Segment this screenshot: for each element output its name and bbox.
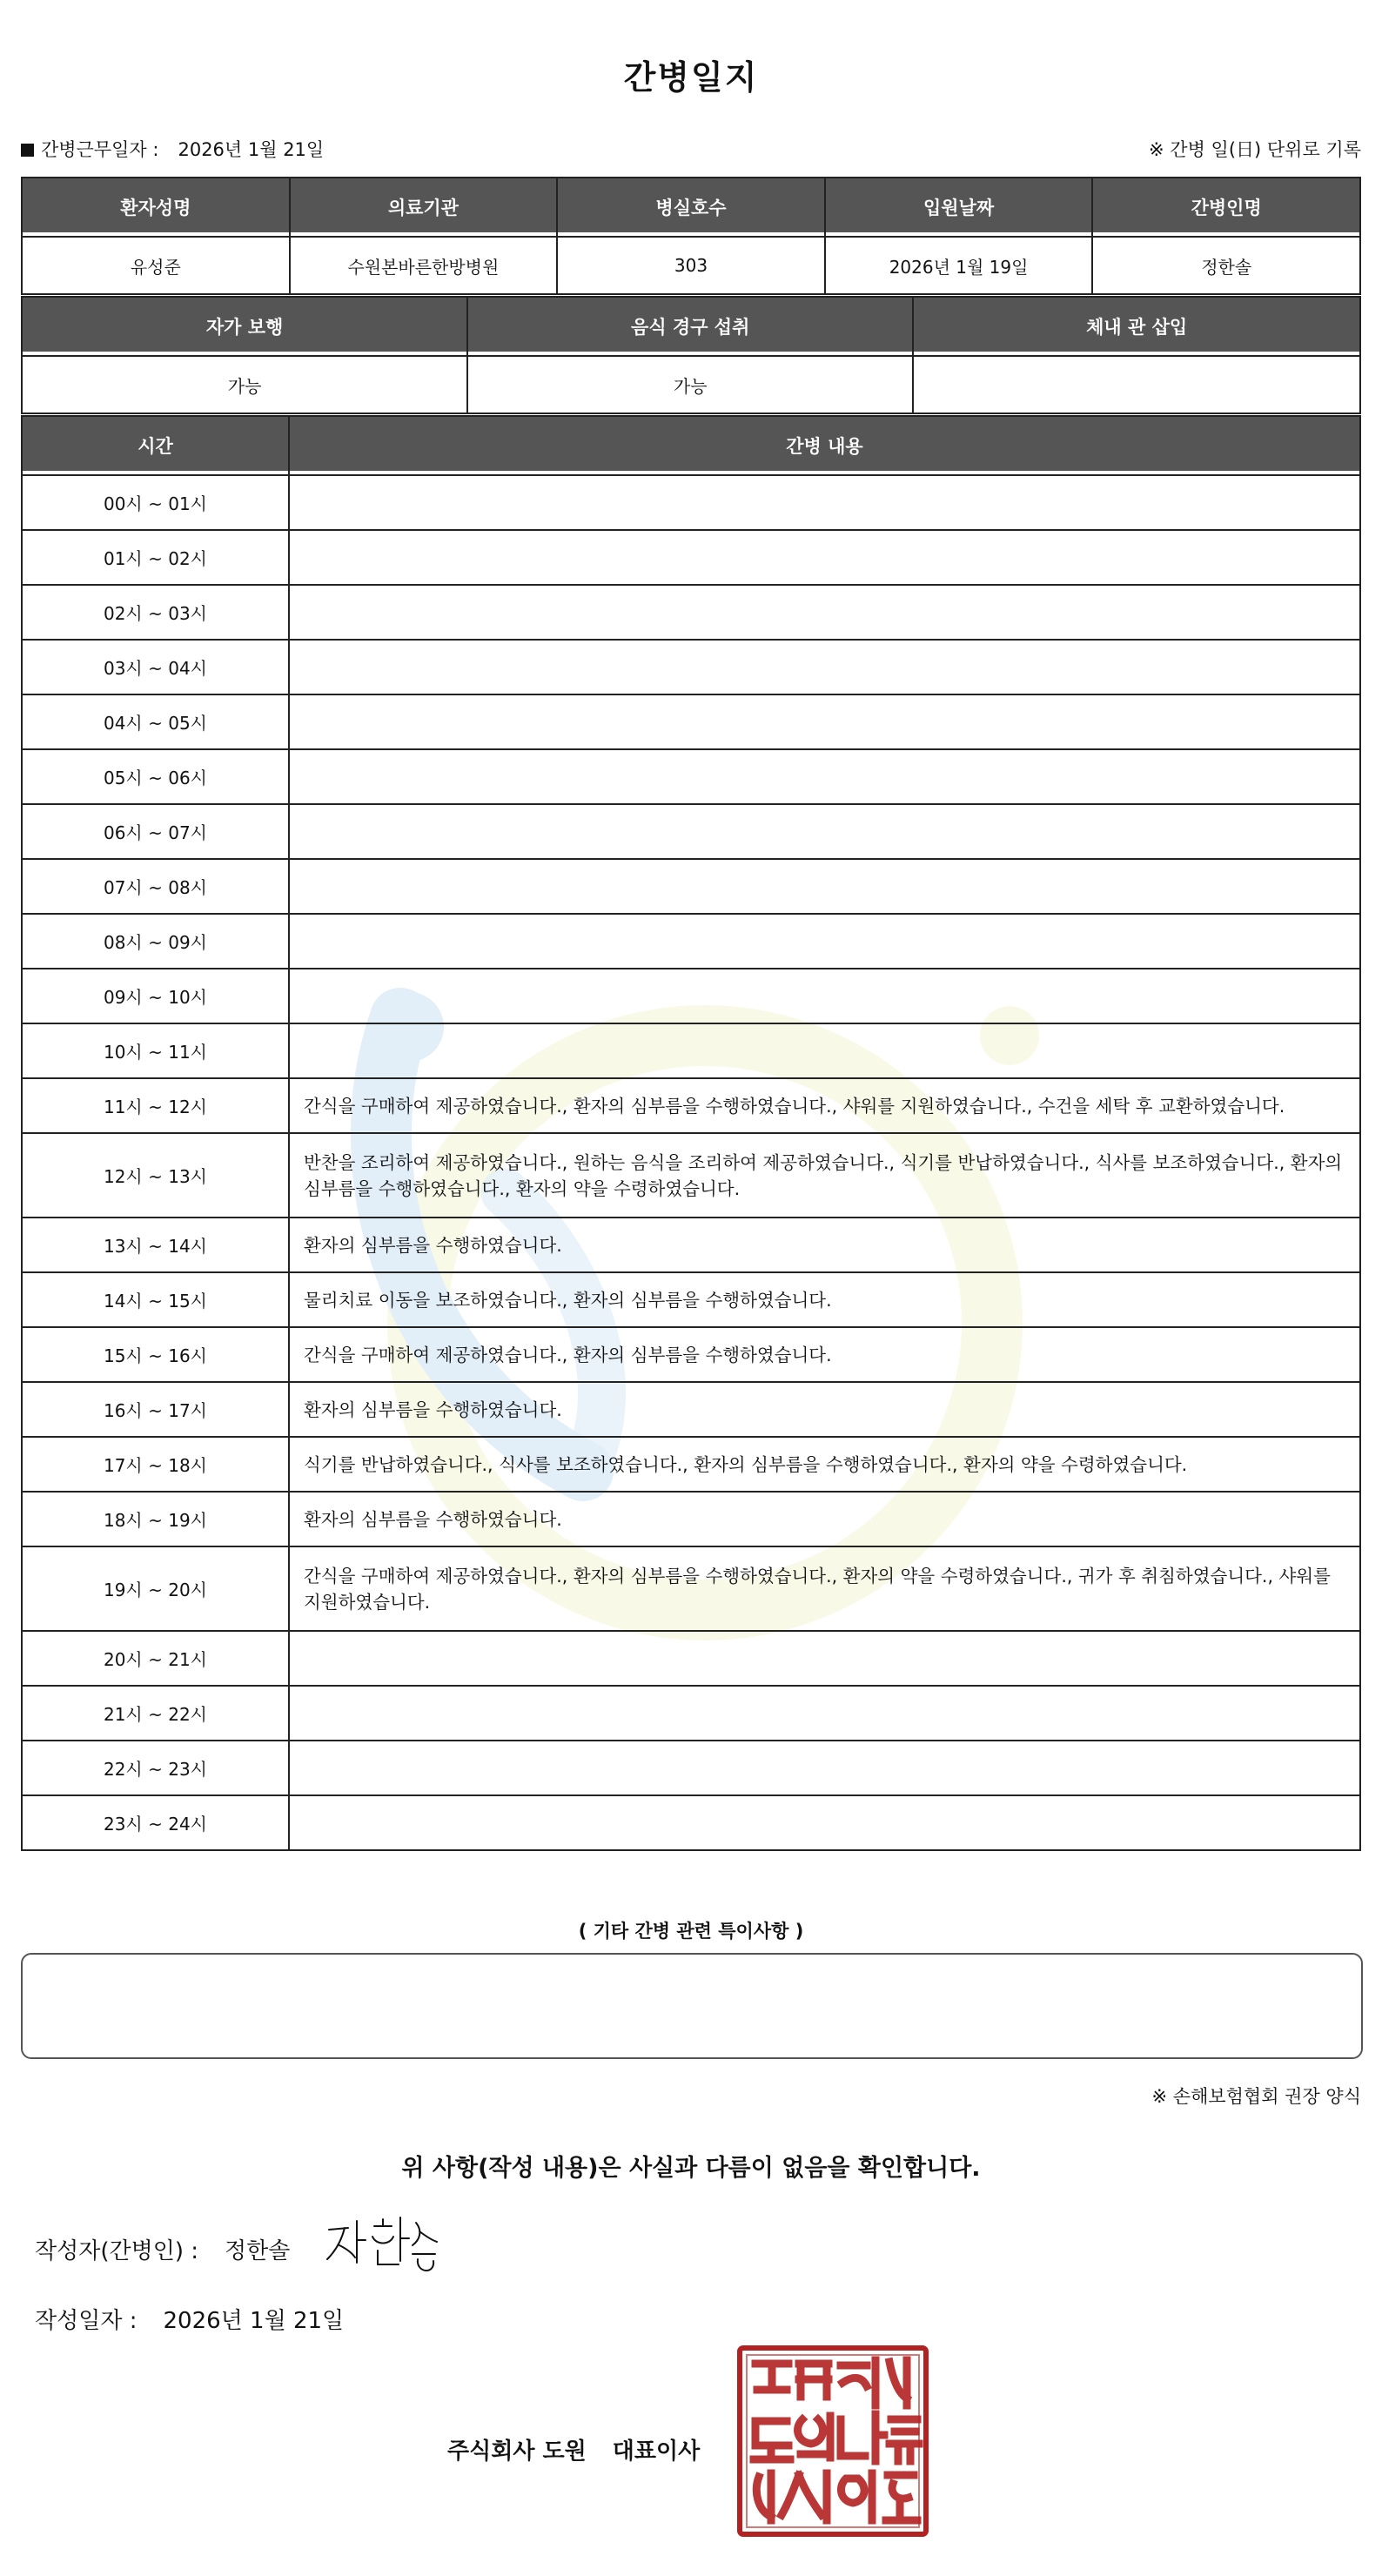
remarks-title: ( 기타 간병 관련 특이사항 )	[578, 1921, 804, 1942]
writer-row	[35, 2233, 290, 2265]
work-date-label: 간병근무일자 :	[41, 139, 159, 160]
company-signature-line	[447, 2433, 700, 2465]
log-row	[23, 1493, 1361, 1547]
self-walking-value: 가능	[23, 357, 468, 414]
log-row	[23, 1079, 1361, 1134]
log-time-cell: 20시 ~ 21시	[23, 1632, 290, 1687]
log-content-cell	[290, 476, 1361, 531]
tube-insertion-value	[914, 357, 1361, 414]
handwritten-signature	[322, 2210, 444, 2280]
time-header: 시간	[23, 417, 290, 476]
log-time-cell: 23시 ~ 24시	[23, 1796, 290, 1851]
log-time-cell: 06시 ~ 07시	[23, 805, 290, 860]
log-row	[23, 1024, 1361, 1079]
log-content-cell	[290, 750, 1361, 805]
log-row	[23, 1796, 1361, 1851]
log-time-cell: 05시 ~ 06시	[23, 750, 290, 805]
log-time-cell: 21시 ~ 22시	[23, 1687, 290, 1741]
log-row	[23, 860, 1361, 915]
log-row	[23, 531, 1361, 586]
log-time-cell: 08시 ~ 09시	[23, 915, 290, 969]
log-content-cell	[290, 805, 1361, 860]
log-time-cell: 11시 ~ 12시	[23, 1079, 290, 1134]
log-time-cell: 15시 ~ 16시	[23, 1328, 290, 1383]
patient-name-value: 유성준	[23, 238, 291, 295]
square-bullet-icon	[21, 144, 34, 157]
log-row	[23, 1687, 1361, 1741]
log-time-cell: 16시 ~ 17시	[23, 1383, 290, 1438]
care-content-header: 간병 내용	[290, 417, 1361, 476]
log-content-cell: 간식을 구매하여 제공하였습니다., 환자의 심부름을 수행하였습니다.	[290, 1328, 1361, 1383]
log-content-cell	[290, 641, 1361, 695]
log-content-cell	[290, 695, 1361, 750]
log-row	[23, 1273, 1361, 1328]
log-time-cell: 04시 ~ 05시	[23, 695, 290, 750]
log-content-cell: 간식을 구매하여 제공하였습니다., 환자의 심부름을 수행하였습니다., 환자의 약을 수령하였습니다., 귀가 후 취침하였습니다., 샤워를 지원하였습니다.	[290, 1547, 1361, 1632]
log-content-cell: 식기를 반납하였습니다., 식사를 보조하였습니다., 환자의 심부름을 수행하였습니다., 환자의 약을 수령하였습니다.	[290, 1438, 1361, 1493]
unit-note: ※ 간병 일(日) 단위로 기록	[1149, 139, 1361, 160]
log-row	[23, 915, 1361, 969]
log-content-cell: 환자의 심부름을 수행하였습니다.	[290, 1383, 1361, 1438]
writer-label: 작성자(간병인) :	[35, 2238, 199, 2264]
log-content-cell	[290, 1024, 1361, 1079]
log-content-cell	[290, 969, 1361, 1024]
log-time-cell: 02시 ~ 03시	[23, 586, 290, 641]
log-content-cell	[290, 1632, 1361, 1687]
log-content-cell	[290, 1687, 1361, 1741]
log-row	[23, 1218, 1361, 1273]
log-content-cell: 반찬을 조리하여 제공하였습니다., 원하는 음식을 조리하여 제공하였습니다., 식기를 반납하였습니다., 식사를 보조하였습니다., 환자의 심부름을 수행하였습니다., 환자의 약을 수령하였습니다.	[290, 1134, 1361, 1218]
log-row	[23, 586, 1361, 641]
patient-name-header: 환자성명	[23, 178, 291, 238]
log-time-cell: 13시 ~ 14시	[23, 1218, 290, 1273]
writer-name: 정한솔	[225, 2238, 291, 2264]
log-row	[23, 805, 1361, 860]
hospital-value: 수원본바른한방병원	[291, 238, 559, 295]
log-content-cell	[290, 915, 1361, 969]
company-seal-stamp	[736, 2345, 929, 2538]
log-row	[23, 1741, 1361, 1796]
company-name: 주식회사 도원	[447, 2438, 587, 2465]
log-content-cell	[290, 860, 1361, 915]
log-row	[23, 1438, 1361, 1493]
patient-ability-table	[21, 296, 1361, 414]
work-date-row	[21, 136, 324, 162]
self-walking-header: 자가 보행	[23, 298, 468, 357]
log-row	[23, 695, 1361, 750]
log-row	[23, 1134, 1361, 1218]
log-content-cell: 간식을 구매하여 제공하였습니다., 환자의 심부름을 수행하였습니다., 샤워를 지원하였습니다., 수건을 세탁 후 교환하였습니다.	[290, 1079, 1361, 1134]
room-number-value: 303	[558, 238, 826, 295]
log-row	[23, 1547, 1361, 1632]
document-title: 간병일지	[623, 58, 759, 97]
log-row	[23, 641, 1361, 695]
remarks-box	[21, 1953, 1363, 2059]
recommend-note: ※ 손해보험협회 권장 양식	[1151, 2086, 1361, 2107]
log-time-cell: 17시 ~ 18시	[23, 1438, 290, 1493]
room-number-header: 병실호수	[558, 178, 826, 238]
log-time-cell: 09시 ~ 10시	[23, 969, 290, 1024]
log-time-cell: 12시 ~ 13시	[23, 1134, 290, 1218]
admission-date-value: 2026년 1월 19일	[826, 238, 1094, 295]
log-time-cell: 07시 ~ 08시	[23, 860, 290, 915]
log-time-cell: 01시 ~ 02시	[23, 531, 290, 586]
log-content-cell	[290, 1741, 1361, 1796]
log-row	[23, 969, 1361, 1024]
hourly-care-log-table	[21, 415, 1361, 1851]
caregiver-name-value: 정한솔	[1093, 238, 1361, 295]
patient-info-table	[21, 177, 1361, 295]
log-time-cell: 10시 ~ 11시	[23, 1024, 290, 1079]
written-date-row	[35, 2303, 344, 2335]
log-time-cell: 03시 ~ 04시	[23, 641, 290, 695]
log-time-cell: 18시 ~ 19시	[23, 1493, 290, 1547]
log-row	[23, 750, 1361, 805]
log-content-cell: 환자의 심부름을 수행하였습니다.	[290, 1218, 1361, 1273]
log-content-cell: 물리치료 이동을 보조하였습니다., 환자의 심부름을 수행하였습니다.	[290, 1273, 1361, 1328]
company-representative-title: 대표이사	[612, 2438, 701, 2465]
hospital-header: 의료기관	[291, 178, 559, 238]
oral-intake-value: 가능	[468, 357, 914, 414]
log-row	[23, 1632, 1361, 1687]
log-row	[23, 1383, 1361, 1438]
oral-intake-header: 음식 경구 섭취	[468, 298, 914, 357]
tube-insertion-header: 체내 관 삽입	[914, 298, 1361, 357]
log-time-cell: 19시 ~ 20시	[23, 1547, 290, 1632]
log-content-cell: 환자의 심부름을 수행하였습니다.	[290, 1493, 1361, 1547]
confirmation-statement: 위 사항(작성 내용)은 사실과 다름이 없음을 확인합니다.	[401, 2155, 981, 2182]
log-content-cell	[290, 1796, 1361, 1851]
log-content-cell	[290, 586, 1361, 641]
log-time-cell: 14시 ~ 15시	[23, 1273, 290, 1328]
log-row	[23, 476, 1361, 531]
work-date-value: 2026년 1월 21일	[178, 139, 325, 160]
caregiver-name-header: 간병인명	[1093, 178, 1361, 238]
log-time-cell: 22시 ~ 23시	[23, 1741, 290, 1796]
log-time-cell: 00시 ~ 01시	[23, 476, 290, 531]
log-row	[23, 1328, 1361, 1383]
written-date-value: 2026년 1월 21일	[163, 2308, 345, 2334]
admission-date-header: 입원날짜	[826, 178, 1094, 238]
written-date-label: 작성일자 :	[35, 2308, 138, 2334]
log-content-cell	[290, 531, 1361, 586]
